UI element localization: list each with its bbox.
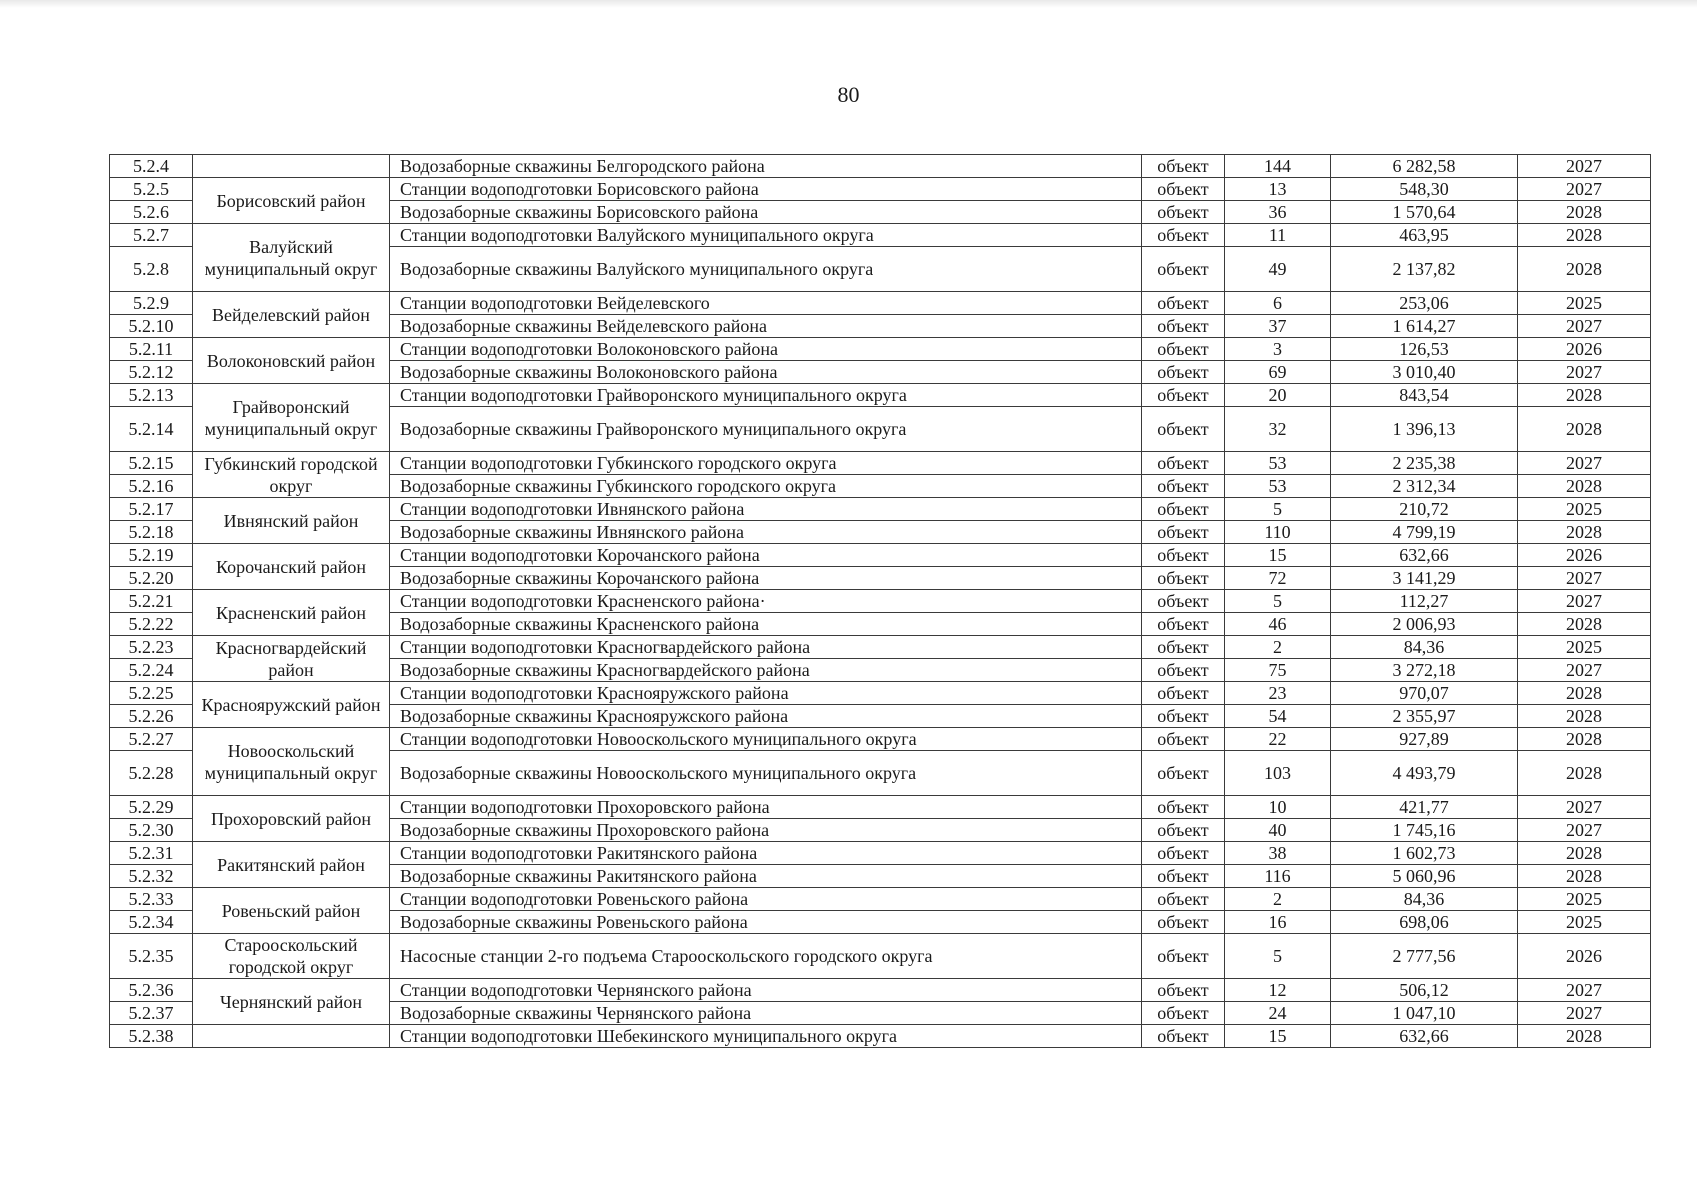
- cost: 5 060,96: [1331, 865, 1518, 888]
- year: 2026: [1518, 338, 1651, 361]
- table-row: [110, 888, 1651, 911]
- quantity: 103: [1225, 751, 1331, 796]
- cost: 506,12: [1331, 979, 1518, 1002]
- quantity: 15: [1225, 1025, 1331, 1048]
- quantity: 5: [1225, 590, 1331, 613]
- object-name: Станции водоподготовки Красненского района·: [390, 590, 1142, 613]
- row-number: 5.2.11: [110, 338, 193, 361]
- row-number: 5.2.20: [110, 567, 193, 590]
- row-number: 5.2.27: [110, 728, 193, 751]
- cost: 6 282,58: [1331, 155, 1518, 178]
- unit: объект: [1142, 155, 1225, 178]
- object-name: Станции водоподготовки Вейделевского: [390, 292, 1142, 315]
- quantity: 54: [1225, 705, 1331, 728]
- district-name: Прохоровский район: [193, 796, 390, 842]
- table-row: [110, 842, 1651, 865]
- cost: 927,89: [1331, 728, 1518, 751]
- unit: объект: [1142, 201, 1225, 224]
- quantity: 12: [1225, 979, 1331, 1002]
- unit: объект: [1142, 682, 1225, 705]
- row-number: 5.2.13: [110, 384, 193, 407]
- table-row: [110, 178, 1651, 201]
- year: 2027: [1518, 567, 1651, 590]
- object-name: Станции водоподготовки Чернянского района: [390, 979, 1142, 1002]
- row-number: 5.2.23: [110, 636, 193, 659]
- object-name: Станции водоподготовки Ровеньского района: [390, 888, 1142, 911]
- unit: объект: [1142, 842, 1225, 865]
- object-name: Станции водоподготовки Красногвардейского района: [390, 636, 1142, 659]
- object-name: Водозаборные скважины Ракитянского района: [390, 865, 1142, 888]
- row-number: 5.2.6: [110, 201, 193, 224]
- quantity: 13: [1225, 178, 1331, 201]
- cost: 2 312,34: [1331, 475, 1518, 498]
- quantity: 37: [1225, 315, 1331, 338]
- row-number: 5.2.12: [110, 361, 193, 384]
- cost: 126,53: [1331, 338, 1518, 361]
- year: 2028: [1518, 201, 1651, 224]
- district-name: [193, 155, 390, 178]
- year: 2027: [1518, 590, 1651, 613]
- table-row: [110, 979, 1651, 1002]
- cost: 4 799,19: [1331, 521, 1518, 544]
- year: 2026: [1518, 544, 1651, 567]
- row-number: 5.2.5: [110, 178, 193, 201]
- year: 2027: [1518, 659, 1651, 682]
- unit: объект: [1142, 751, 1225, 796]
- year: 2027: [1518, 796, 1651, 819]
- cost: 3 272,18: [1331, 659, 1518, 682]
- year: 2025: [1518, 498, 1651, 521]
- object-name: Станции водоподготовки Валуйского муниципального округа: [390, 224, 1142, 247]
- unit: объект: [1142, 636, 1225, 659]
- unit: объект: [1142, 659, 1225, 682]
- unit: объект: [1142, 1025, 1225, 1048]
- object-name: Водозаборные скважины Новооскольского муниципального округа: [390, 751, 1142, 796]
- cost: 632,66: [1331, 1025, 1518, 1048]
- year: 2028: [1518, 475, 1651, 498]
- year: 2025: [1518, 911, 1651, 934]
- object-name: Насосные станции 2-го подъема Старооскольского городского округа: [390, 934, 1142, 979]
- unit: объект: [1142, 728, 1225, 751]
- row-number: 5.2.16: [110, 475, 193, 498]
- quantity: 69: [1225, 361, 1331, 384]
- district-name: Корочанский район: [193, 544, 390, 590]
- row-number: 5.2.18: [110, 521, 193, 544]
- table-row: [110, 155, 1651, 178]
- quantity: 16: [1225, 911, 1331, 934]
- district-name: Новооскольский муниципальный округ: [193, 728, 390, 796]
- quantity: 53: [1225, 475, 1331, 498]
- year: 2028: [1518, 865, 1651, 888]
- cost: 1 614,27: [1331, 315, 1518, 338]
- object-name: Водозаборные скважины Вейделевского района: [390, 315, 1142, 338]
- quantity: 2: [1225, 636, 1331, 659]
- district-name: Ивнянский район: [193, 498, 390, 544]
- cost: 1 602,73: [1331, 842, 1518, 865]
- unit: объект: [1142, 178, 1225, 201]
- year: 2028: [1518, 682, 1651, 705]
- row-number: 5.2.33: [110, 888, 193, 911]
- object-name: Водозаборные скважины Корочанского района: [390, 567, 1142, 590]
- row-number: 5.2.8: [110, 247, 193, 292]
- quantity: 53: [1225, 452, 1331, 475]
- cost: 3 010,40: [1331, 361, 1518, 384]
- year: 2027: [1518, 1002, 1651, 1025]
- row-number: 5.2.26: [110, 705, 193, 728]
- year: 2028: [1518, 705, 1651, 728]
- object-name: Станции водоподготовки Краснояружского района: [390, 682, 1142, 705]
- year: 2027: [1518, 155, 1651, 178]
- unit: объект: [1142, 361, 1225, 384]
- quantity: 3: [1225, 338, 1331, 361]
- district-name: [193, 1025, 390, 1048]
- quantity: 38: [1225, 842, 1331, 865]
- cost: 84,36: [1331, 888, 1518, 911]
- quantity: 2: [1225, 888, 1331, 911]
- district-name: Губкинский городской округ: [193, 452, 390, 498]
- year: 2028: [1518, 1025, 1651, 1048]
- table-row: [110, 636, 1651, 659]
- unit: объект: [1142, 819, 1225, 842]
- quantity: 10: [1225, 796, 1331, 819]
- quantity: 36: [1225, 201, 1331, 224]
- unit: объект: [1142, 1002, 1225, 1025]
- quantity: 23: [1225, 682, 1331, 705]
- table-row: [110, 338, 1651, 361]
- scan-top-edge: [0, 0, 1697, 8]
- unit: объект: [1142, 544, 1225, 567]
- object-name: Станции водоподготовки Прохоровского района: [390, 796, 1142, 819]
- table-row: [110, 292, 1651, 315]
- district-name: Грайворонский муниципальный округ: [193, 384, 390, 452]
- row-number: 5.2.31: [110, 842, 193, 865]
- unit: объект: [1142, 590, 1225, 613]
- unit: объект: [1142, 613, 1225, 636]
- table-row: [110, 682, 1651, 705]
- cost: 112,27: [1331, 590, 1518, 613]
- object-name: Водозаборные скважины Грайворонского муниципального округа: [390, 407, 1142, 452]
- row-number: 5.2.21: [110, 590, 193, 613]
- quantity: 6: [1225, 292, 1331, 315]
- unit: объект: [1142, 292, 1225, 315]
- unit: объект: [1142, 407, 1225, 452]
- quantity: 5: [1225, 934, 1331, 979]
- quantity: 22: [1225, 728, 1331, 751]
- table-row: [110, 498, 1651, 521]
- cost: 548,30: [1331, 178, 1518, 201]
- year: 2028: [1518, 224, 1651, 247]
- unit: объект: [1142, 384, 1225, 407]
- object-name: Станции водоподготовки Грайворонского муниципального округа: [390, 384, 1142, 407]
- cost: 1 745,16: [1331, 819, 1518, 842]
- quantity: 72: [1225, 567, 1331, 590]
- district-name: Красненский район: [193, 590, 390, 636]
- row-number: 5.2.17: [110, 498, 193, 521]
- row-number: 5.2.36: [110, 979, 193, 1002]
- row-number: 5.2.35: [110, 934, 193, 979]
- quantity: 116: [1225, 865, 1331, 888]
- table-row: [110, 934, 1651, 979]
- table-row: [110, 544, 1651, 567]
- table-row: [110, 384, 1651, 407]
- object-name: Станции водоподготовки Шебекинского муниципального округа: [390, 1025, 1142, 1048]
- object-name: Водозаборные скважины Прохоровского района: [390, 819, 1142, 842]
- cost: 2 355,97: [1331, 705, 1518, 728]
- row-number: 5.2.22: [110, 613, 193, 636]
- unit: объект: [1142, 979, 1225, 1002]
- cost: 2 235,38: [1331, 452, 1518, 475]
- object-name: Станции водоподготовки Корочанского района: [390, 544, 1142, 567]
- page-number: 80: [837, 82, 860, 107]
- object-name: Водозаборные скважины Волоконовского района: [390, 361, 1142, 384]
- quantity: 20: [1225, 384, 1331, 407]
- row-number: 5.2.32: [110, 865, 193, 888]
- unit: объект: [1142, 247, 1225, 292]
- object-name: Водозаборные скважины Красненского района: [390, 613, 1142, 636]
- object-name: Водозаборные скважины Валуйского муниципального округа: [390, 247, 1142, 292]
- cost: 1 570,64: [1331, 201, 1518, 224]
- cost: 463,95: [1331, 224, 1518, 247]
- district-name: Вейделевский район: [193, 292, 390, 338]
- table-row: [110, 1025, 1651, 1048]
- unit: объект: [1142, 475, 1225, 498]
- year: 2028: [1518, 842, 1651, 865]
- cost: 1 047,10: [1331, 1002, 1518, 1025]
- year: 2026: [1518, 934, 1651, 979]
- unit: объект: [1142, 224, 1225, 247]
- row-number: 5.2.9: [110, 292, 193, 315]
- row-number: 5.2.14: [110, 407, 193, 452]
- district-name: Валуйский муниципальный округ: [193, 224, 390, 292]
- row-number: 5.2.4: [110, 155, 193, 178]
- district-name: Старооскольский городской округ: [193, 934, 390, 979]
- unit: объект: [1142, 498, 1225, 521]
- quantity: 40: [1225, 819, 1331, 842]
- cost: 698,06: [1331, 911, 1518, 934]
- object-name: Станции водоподготовки Губкинского городского округа: [390, 452, 1142, 475]
- year: 2027: [1518, 178, 1651, 201]
- district-name: Ровеньский район: [193, 888, 390, 934]
- unit: объект: [1142, 452, 1225, 475]
- year: 2025: [1518, 636, 1651, 659]
- cost: 2 006,93: [1331, 613, 1518, 636]
- row-number: 5.2.10: [110, 315, 193, 338]
- row-number: 5.2.15: [110, 452, 193, 475]
- quantity: 49: [1225, 247, 1331, 292]
- table-row: [110, 728, 1651, 751]
- quantity: 75: [1225, 659, 1331, 682]
- row-number: 5.2.34: [110, 911, 193, 934]
- unit: объект: [1142, 796, 1225, 819]
- quantity: 5: [1225, 498, 1331, 521]
- cost: 2 777,56: [1331, 934, 1518, 979]
- unit: объект: [1142, 338, 1225, 361]
- year: 2027: [1518, 361, 1651, 384]
- year: 2028: [1518, 728, 1651, 751]
- row-number: 5.2.38: [110, 1025, 193, 1048]
- cost: 4 493,79: [1331, 751, 1518, 796]
- year: 2028: [1518, 247, 1651, 292]
- cost: 3 141,29: [1331, 567, 1518, 590]
- row-number: 5.2.25: [110, 682, 193, 705]
- unit: объект: [1142, 705, 1225, 728]
- object-name: Водозаборные скважины Ровеньского района: [390, 911, 1142, 934]
- cost: 2 137,82: [1331, 247, 1518, 292]
- unit: объект: [1142, 521, 1225, 544]
- quantity: 144: [1225, 155, 1331, 178]
- district-name: Волоконовский район: [193, 338, 390, 384]
- district-name: Ракитянский район: [193, 842, 390, 888]
- row-number: 5.2.37: [110, 1002, 193, 1025]
- row-number: 5.2.29: [110, 796, 193, 819]
- cost: 253,06: [1331, 292, 1518, 315]
- unit: объект: [1142, 934, 1225, 979]
- cost: 843,54: [1331, 384, 1518, 407]
- object-name: Водозаборные скважины Чернянского района: [390, 1002, 1142, 1025]
- quantity: 24: [1225, 1002, 1331, 1025]
- quantity: 110: [1225, 521, 1331, 544]
- cost: 970,07: [1331, 682, 1518, 705]
- object-name: Водозаборные скважины Борисовского района: [390, 201, 1142, 224]
- cost: 84,36: [1331, 636, 1518, 659]
- unit: объект: [1142, 888, 1225, 911]
- district-name: Красногвардейский район: [193, 636, 390, 682]
- year: 2028: [1518, 521, 1651, 544]
- quantity: 46: [1225, 613, 1331, 636]
- year: 2025: [1518, 888, 1651, 911]
- facilities-table: [109, 154, 1651, 1048]
- cost: 632,66: [1331, 544, 1518, 567]
- object-name: Станции водоподготовки Новооскольского муниципального округа: [390, 728, 1142, 751]
- quantity: 15: [1225, 544, 1331, 567]
- district-name: Борисовский район: [193, 178, 390, 224]
- row-number: 5.2.28: [110, 751, 193, 796]
- cost: 210,72: [1331, 498, 1518, 521]
- object-name: Станции водоподготовки Ивнянского района: [390, 498, 1142, 521]
- unit: объект: [1142, 911, 1225, 934]
- object-name: Водозаборные скважины Ивнянского района: [390, 521, 1142, 544]
- year: 2028: [1518, 751, 1651, 796]
- year: 2028: [1518, 384, 1651, 407]
- object-name: Водозаборные скважины Краснояружского района: [390, 705, 1142, 728]
- year: 2027: [1518, 819, 1651, 842]
- year: 2027: [1518, 979, 1651, 1002]
- district-name: Краснояружский район: [193, 682, 390, 728]
- quantity: 11: [1225, 224, 1331, 247]
- table-row: [110, 452, 1651, 475]
- object-name: Станции водоподготовки Волоконовского района: [390, 338, 1142, 361]
- object-name: Водозаборные скважины Белгородского района: [390, 155, 1142, 178]
- row-number: 5.2.19: [110, 544, 193, 567]
- quantity: 32: [1225, 407, 1331, 452]
- year: 2028: [1518, 407, 1651, 452]
- object-name: Станции водоподготовки Ракитянского района: [390, 842, 1142, 865]
- year: 2027: [1518, 452, 1651, 475]
- year: 2025: [1518, 292, 1651, 315]
- district-name: Чернянский район: [193, 979, 390, 1025]
- row-number: 5.2.24: [110, 659, 193, 682]
- table-row: [110, 590, 1651, 613]
- table-row: [110, 224, 1651, 247]
- year: 2027: [1518, 315, 1651, 338]
- object-name: Водозаборные скважины Красногвардейского района: [390, 659, 1142, 682]
- table-row: [110, 796, 1651, 819]
- row-number: 5.2.30: [110, 819, 193, 842]
- table-body: [110, 155, 1651, 1048]
- cost: 421,77: [1331, 796, 1518, 819]
- object-name: Водозаборные скважины Губкинского городского округа: [390, 475, 1142, 498]
- cost: 1 396,13: [1331, 407, 1518, 452]
- unit: объект: [1142, 865, 1225, 888]
- row-number: 5.2.7: [110, 224, 193, 247]
- unit: объект: [1142, 567, 1225, 590]
- object-name: Станции водоподготовки Борисовского района: [390, 178, 1142, 201]
- unit: объект: [1142, 315, 1225, 338]
- year: 2028: [1518, 613, 1651, 636]
